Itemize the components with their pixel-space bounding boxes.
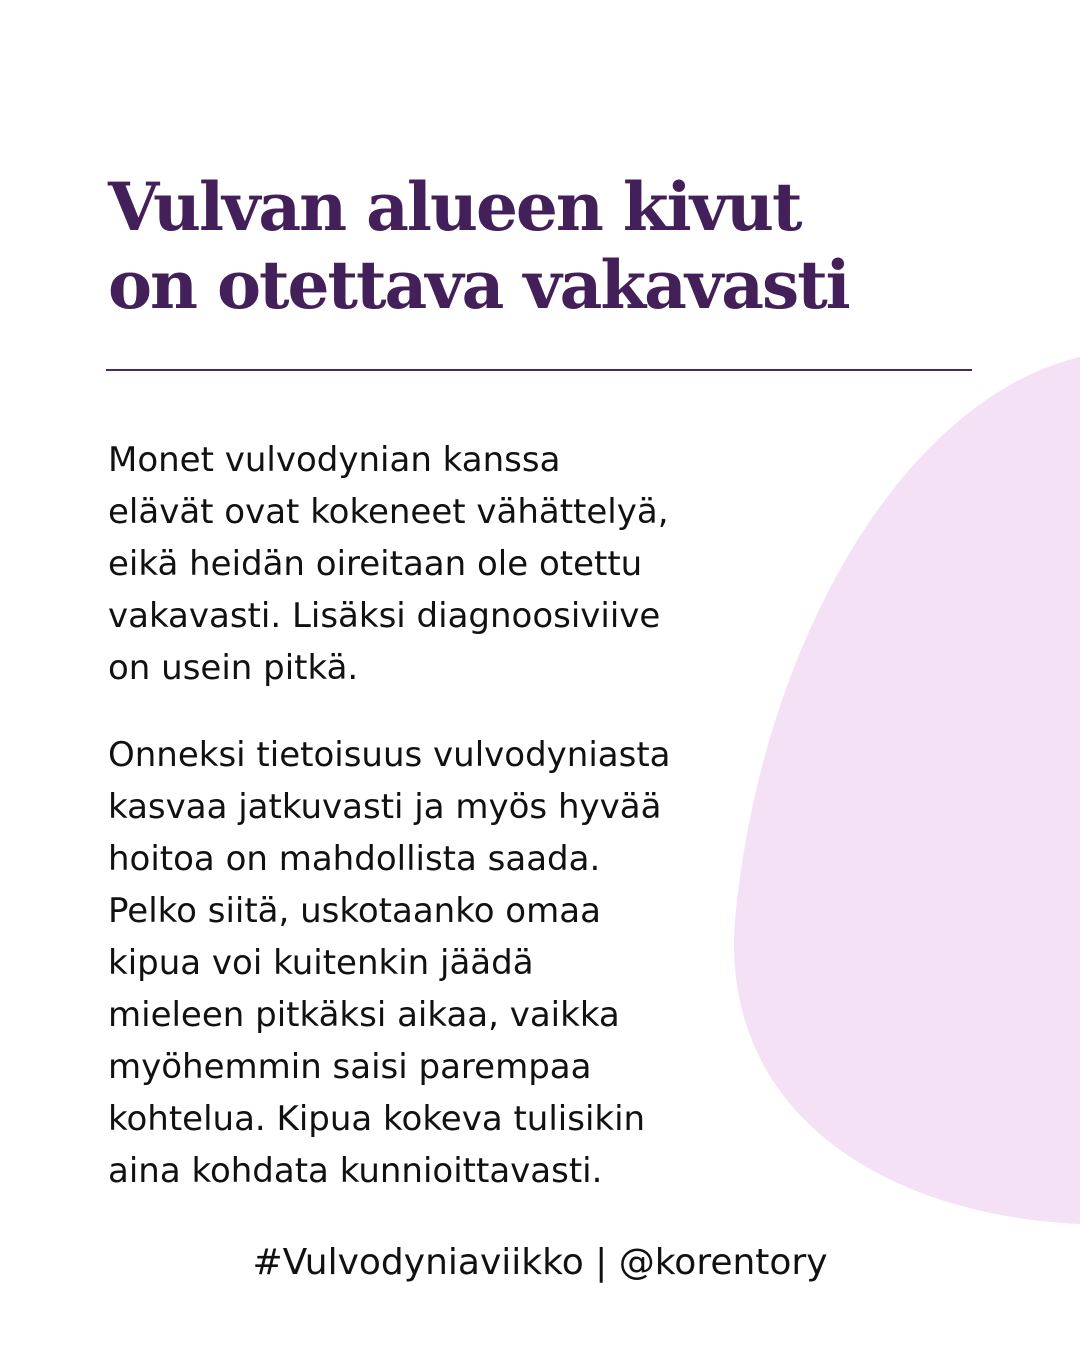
title-line: on otettava vakavasti — [108, 246, 849, 324]
text-line: on usein pitkä. — [108, 648, 359, 688]
body-text — [108, 434, 748, 1197]
text-line: Onneksi tietoisuus vulvodyniasta — [108, 735, 671, 775]
text-line: Pelko siitä, uskotaanko omaa — [108, 891, 601, 931]
text-line: eikä heidän oireitaan ole otettu — [108, 544, 643, 584]
footer-hashtag-handle: #Vulvodyniaviikko | @korentory — [252, 1242, 828, 1283]
text-line: elävät ovat kokeneet vähättelyä, — [108, 492, 669, 532]
text-line: myöhemmin saisi parempaa — [108, 1047, 592, 1087]
text-line: kipua voi kuitenkin jäädä — [108, 943, 534, 983]
text-line: hoitoa on mahdollista saada. — [108, 839, 601, 879]
paragraph-1 — [108, 434, 748, 694]
text-line: kasvaa jatkuvasti ja myös hyvää — [108, 787, 662, 827]
text-line: mieleen pitkäksi aikaa, vaikka — [108, 995, 620, 1035]
text-line: aina kohdata kunnioittavasti. — [108, 1151, 603, 1191]
text-line: vakavasti. Lisäksi diagnoosiviive — [108, 596, 661, 636]
paragraph-2 — [108, 729, 748, 1197]
title-line: Vulvan alueen kivut — [108, 168, 801, 246]
pink-blob — [734, 357, 1080, 1224]
text-line: kohtelua. Kipua kokeva tulisikin — [108, 1099, 646, 1139]
page-title — [108, 168, 968, 324]
text-line: Monet vulvodynian kanssa — [108, 440, 561, 480]
divider-line — [106, 369, 972, 371]
